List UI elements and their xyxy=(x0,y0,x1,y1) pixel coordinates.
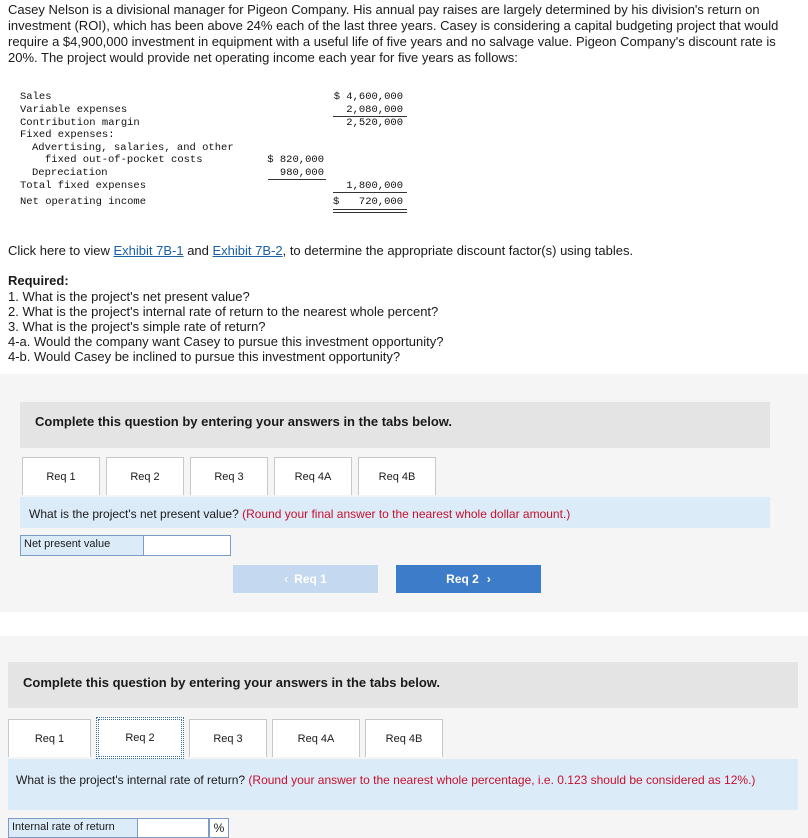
panel2-question xyxy=(16,772,776,788)
panel1-question xyxy=(29,507,570,521)
percent-unit: % xyxy=(209,818,229,838)
advertising-label: Advertising, salaries, and other xyxy=(32,142,234,154)
npv-input[interactable] xyxy=(143,535,231,556)
divider xyxy=(268,179,326,180)
exhibit-and: and xyxy=(183,243,213,258)
sales-label: Sales xyxy=(20,91,52,103)
panel1-question-bar xyxy=(20,497,770,528)
panel1-tab-req4a[interactable]: Req 4A xyxy=(274,457,352,495)
prev-req-label: Req 1 xyxy=(294,572,327,586)
noi-value: 720,000 xyxy=(358,196,403,208)
irr-input[interactable] xyxy=(137,818,209,838)
depreciation-label: Depreciation xyxy=(32,167,108,179)
panel2-question-hint: (Round your answer to the nearest whole percentage, i.e. 0.123 should be considered as 12%.) xyxy=(248,773,756,787)
panel2-question-text: What is the project's internal rate of return? xyxy=(16,773,246,787)
exhibit-line xyxy=(8,243,633,259)
panel2-question-bar xyxy=(8,759,798,810)
prev-req-button[interactable] xyxy=(233,565,378,593)
noi-dollar: $ xyxy=(333,196,340,208)
npv-label: Net present value xyxy=(20,535,144,556)
contribution-margin-label: Contribution margin xyxy=(20,117,140,129)
chevron-right-icon: › xyxy=(486,572,491,586)
double-underline xyxy=(333,209,407,213)
panel2-tab-req3[interactable]: Req 3 xyxy=(189,719,267,757)
exhibit-7b1-link[interactable]: Exhibit 7B-1 xyxy=(113,243,184,258)
panel2-tab-req4b[interactable]: Req 4B xyxy=(365,719,443,757)
total-fixed-label: Total fixed expenses xyxy=(20,180,147,192)
next-req-button[interactable] xyxy=(396,565,541,593)
variable-expenses-label: Variable expenses xyxy=(20,104,128,116)
panel1-tab-req1[interactable]: Req 1 xyxy=(22,457,100,495)
depreciation-value: 980,000 xyxy=(279,167,324,179)
panel1-tab-req4b[interactable]: Req 4B xyxy=(358,457,436,495)
total-fixed-value: 1,800,000 xyxy=(346,180,403,192)
panel1-title: Complete this question by entering your answers in the tabs below. xyxy=(35,414,453,429)
required-item: 3. What is the project's simple rate of return? xyxy=(8,319,266,334)
exhibit-suffix: , to determine the appropriate discount factor(s) using tables. xyxy=(282,243,634,258)
variable-expenses-value: 2,080,000 xyxy=(346,104,403,116)
required-item: 4-a. Would the company want Casey to pursue this investment opportunity? xyxy=(8,334,444,349)
panel1-tab-req2[interactable]: Req 2 xyxy=(106,457,184,495)
contribution-margin-value: 2,520,000 xyxy=(346,117,403,129)
problem-intro: Casey Nelson is a divisional manager for Pigeon Company. His annual pay raises are largely determined by his division's return on investment (ROI), which has been above 24% each of the last three years. Casey is considering a capital budgeting project that would require a $4,900,000 investment in equipment with a useful life of five years and no salvage value. Pigeon Company's discount rate is 20%. The project would provide net operating income each year for five years as follows: xyxy=(8,2,779,65)
required-item: 2. What is the project's internal rate of return to the nearest whole percent? xyxy=(8,304,439,319)
panel2-tab-req4a[interactable]: Req 4A xyxy=(272,719,360,757)
advertising-label-cont: fixed out-of-pocket costs xyxy=(45,154,203,166)
required-item: 1. What is the project's net present value? xyxy=(8,289,250,304)
exhibit-7b2-link[interactable]: Exhibit 7B-2 xyxy=(212,243,283,258)
panel1-tab-req3[interactable]: Req 3 xyxy=(190,457,268,495)
required-item: 4-b. Would Casey be inclined to pursue this investment opportunity? xyxy=(8,349,401,364)
irr-label: Internal rate of return xyxy=(8,818,138,838)
panel1-question-hint: (Round your final answer to the nearest whole dollar amount.) xyxy=(242,507,571,521)
chevron-left-icon: ‹ xyxy=(284,572,289,586)
advertising-value: $ 820,000 xyxy=(267,154,324,166)
panel1-question-text: What is the project's net present value? xyxy=(29,507,239,521)
panel2-tab-req1[interactable]: Req 1 xyxy=(8,719,91,757)
panel1-header xyxy=(20,402,770,448)
required-heading: Required: xyxy=(8,273,69,288)
panel2-tab-req2[interactable]: Req 2 xyxy=(96,717,184,759)
panel2-header xyxy=(8,662,798,708)
next-req-label: Req 2 xyxy=(446,572,479,586)
divider xyxy=(333,192,407,193)
sales-value: $ 4,600,000 xyxy=(333,91,403,103)
panel2-title: Complete this question by entering your answers in the tabs below. xyxy=(23,675,441,690)
fixed-expenses-label: Fixed expenses: xyxy=(20,129,115,141)
exhibit-prefix: Click here to view xyxy=(8,243,114,258)
noi-label: Net operating income xyxy=(20,196,147,208)
